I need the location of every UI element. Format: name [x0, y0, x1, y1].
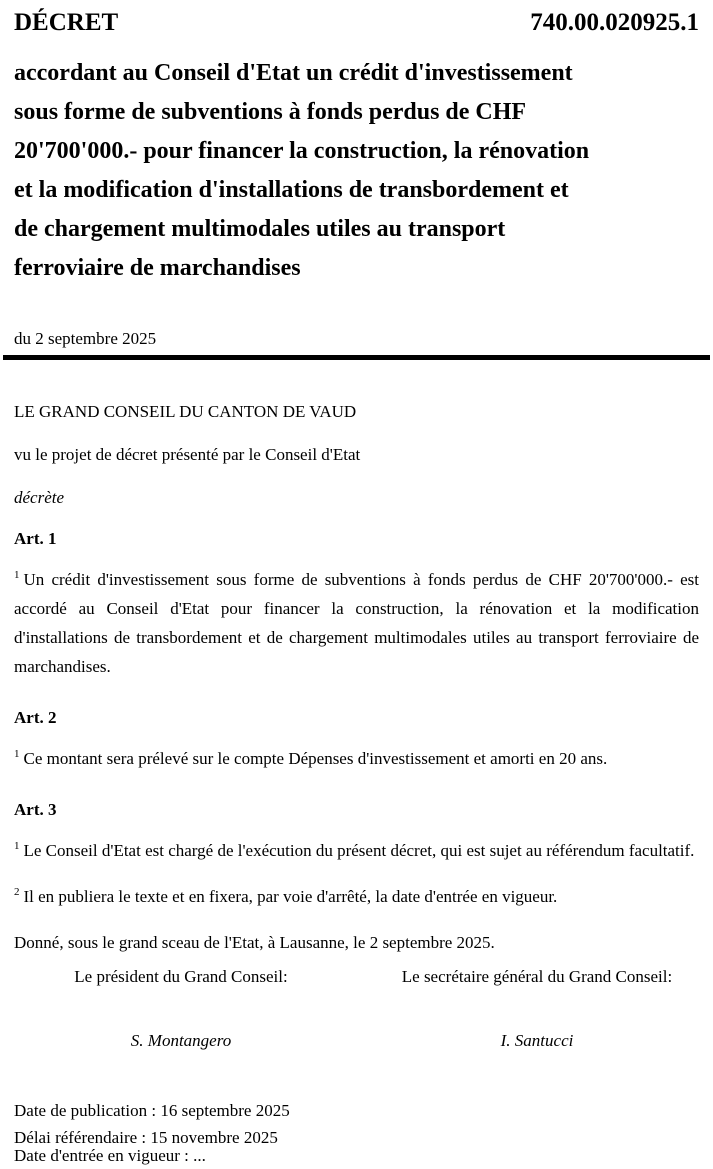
- article-3-paragraph-1: [14, 836, 699, 865]
- paragraph-text: Un crédit d'investissement sous forme de subventions à fonds perdus de CHF 20'700'000.- est accordé au Conseil d'Etat pour financer la construction, la rénovation et la modification d'installations de transbordement et de chargement multimodales utiles au transport ferroviaire de marchandises.: [14, 570, 699, 676]
- title-line: et la modification d'installations de transbordement et: [14, 177, 569, 203]
- title-line: ferroviaire de marchandises: [14, 255, 301, 281]
- signature-role: Le président du Grand Conseil:: [74, 967, 288, 986]
- paragraph-number: 2: [14, 886, 20, 899]
- article-1-heading: Art. 1: [14, 529, 57, 548]
- article-2-heading: Art. 2: [14, 708, 57, 727]
- separator-rule: [3, 355, 710, 360]
- title-line: de chargement multimodales utiles au transport: [14, 216, 506, 242]
- signature-block: [14, 963, 699, 1054]
- signature-secretary: [401, 963, 673, 1054]
- document-title: [14, 54, 699, 288]
- article-2-paragraph-1: [14, 744, 699, 773]
- paragraph-number: 1: [14, 569, 20, 582]
- signature-name: I. Santucci: [500, 1031, 574, 1050]
- signature-name: S. Montangero: [130, 1031, 232, 1050]
- decree-word: décrète: [14, 488, 65, 507]
- article-1-paragraph-1: [14, 565, 699, 681]
- document-header: [14, 8, 699, 38]
- signature-president: [14, 963, 348, 1054]
- paragraph-number: 1: [14, 840, 20, 853]
- decree-date: du 2 septembre 2025: [14, 329, 157, 348]
- paragraph-text: Il en publiera le texte et en fixera, par voie d'arrêté, la date d'entrée en vigueur.: [23, 887, 558, 906]
- council-line: LE GRAND CONSEIL DU CANTON DE VAUD: [14, 402, 357, 421]
- doc-number: 740.00.020925.1: [530, 9, 699, 36]
- doc-type-label: DÉCRET: [14, 9, 119, 36]
- signature-role: Le secrétaire général du Grand Conseil:: [401, 967, 673, 986]
- paragraph-text: Le Conseil d'Etat est chargé de l'exécution du présent décret, qui est sujet au référendum facultatif.: [23, 841, 695, 860]
- seen-line: vu le projet de décret présenté par le Conseil d'Etat: [14, 445, 361, 464]
- paragraph-text: Ce montant sera prélevé sur le compte Dépenses d'investissement et amorti en 20 ans.: [23, 749, 608, 768]
- title-line: accordant au Conseil d'Etat un crédit d'investissement: [14, 60, 573, 86]
- article-3-heading: Art. 3: [14, 800, 57, 819]
- paragraph-number: 1: [14, 748, 20, 761]
- referendum-deadline-line: Délai référendaire : 15 novembre 2025: [14, 1128, 278, 1147]
- publication-date-line: Date de publication : 16 septembre 2025: [14, 1101, 290, 1120]
- given-under-seal-line: Donné, sous le grand sceau de l'Etat, à Lausanne, le 2 septembre 2025.: [14, 933, 495, 952]
- partial-cutoff-line: Date d'entrée en vigueur : ...: [14, 1146, 206, 1165]
- title-line: sous forme de subventions à fonds perdus de CHF: [14, 99, 527, 125]
- article-3-paragraph-2: [14, 882, 699, 911]
- title-line: 20'700'000.- pour financer la construction, la rénovation: [14, 138, 590, 164]
